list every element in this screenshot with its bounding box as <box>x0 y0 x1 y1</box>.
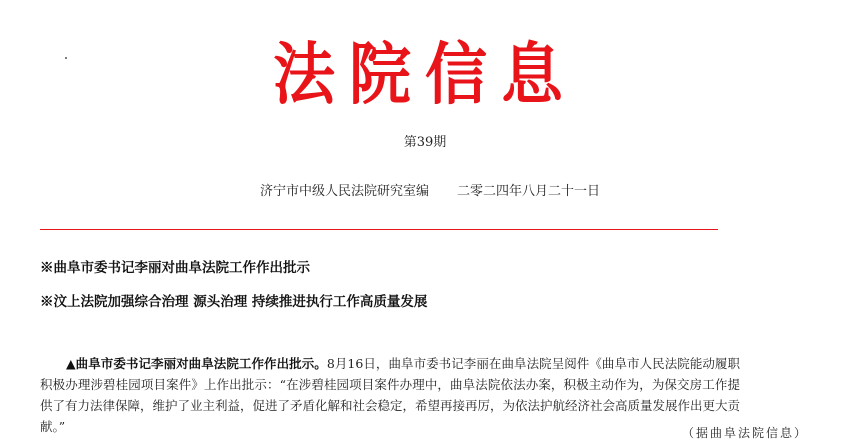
article-lead: ▲曲阜市委书记李丽对曲阜法院工作作出批示。 <box>66 355 327 371</box>
red-divider <box>40 229 718 230</box>
issue-date: 二零二四年八月二十一日 <box>457 184 601 199</box>
editor-name: 济宁市中级人民法院研究室编 <box>259 184 429 199</box>
article-source: （据曲阜法院信息） <box>681 426 808 440</box>
headline-item: ※曲阜市委书记李丽对曲阜法院工作作出批示 <box>40 260 310 276</box>
editor-line <box>0 180 850 199</box>
issue-number: 第39期 <box>403 135 447 150</box>
article-body <box>40 353 740 437</box>
article-text: 8月16日，曲阜市委书记李丽在曲阜法院呈阅件《曲阜市人民法院能动履职积极办理涉碧桂园项目案件》上作出批示：“在涉碧桂园项目案件办理中，曲阜法院依法办案，积极主动作为，为保交房工作提供了有力法律保障，维护了业主利益，促进了矛盾化解和社会稳定，希望再接再厉，为依法护航经济社会高质量发展作出更大贡献。” <box>40 355 741 434</box>
masthead-title: 法院信息 <box>272 35 577 114</box>
headline-item: ※汶上法院加强综合治理 源头治理 持续推进执行工作高质量发展 <box>40 294 428 310</box>
